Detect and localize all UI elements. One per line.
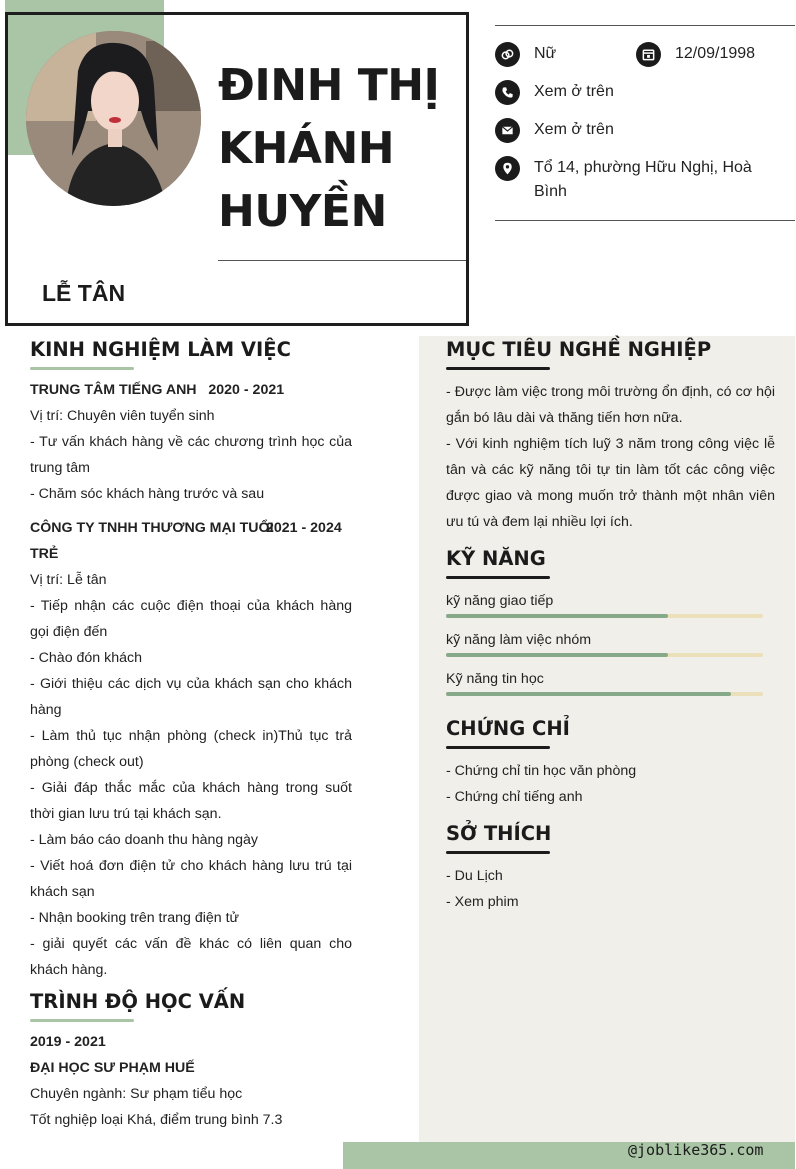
job2-position: Vị trí: Lễ tân [30,572,107,588]
skill-bar [446,653,763,657]
birthday-value: 12/09/1998 [675,45,756,62]
experience-title: KINH NGHIỆM LÀM VIỆC [30,338,291,361]
objective-body [446,379,775,535]
skills-title: KỸ NĂNG [446,547,546,570]
job1-duty: - Chăm sóc khách hàng trước và sau [30,486,265,502]
location-icon [495,156,520,181]
education-grade: Tốt nghiệp loại Khá, điểm trung bình 7.3 [30,1112,283,1128]
hobby-item: - Du Lịch [446,868,503,884]
job-title: LỄ TÂN [42,280,126,306]
skill-bar [446,614,763,618]
experience-body [30,377,352,983]
job1-company: TRUNG TÂM TIẾNG ANH [30,382,197,398]
skill-bar-fill [446,692,731,696]
name-line-2: KHÁNH [218,123,395,174]
hobbies-body [446,863,775,915]
phone-value: Xem ở trên [534,83,614,100]
job2-duty: - Nhận booking trên trang điện tử [30,910,240,926]
job2-duty: - Làm báo cáo doanh thu hàng ngày [30,832,258,848]
hobby-item: - Xem phim [446,894,519,910]
contact-email [495,118,614,143]
education-period: 2019 - 2021 [30,1034,106,1050]
education-body [30,1029,352,1133]
skill-bar-fill [446,653,668,657]
name-line-1: ĐINH THỊ [218,60,440,111]
job2-duty: - Giải đáp thắc mắc của khách hàng trong suốt thời gian lưu trú tại khách sạn. [30,780,352,822]
address-value: Tổ 14, phường Hữu Nghị, Hoà Bình [534,159,752,200]
experience-underline [30,367,134,370]
name-line-3: HUYỀN [218,186,387,237]
job1-header [30,377,352,403]
certificates-body [446,758,775,810]
contact-gender [495,42,556,67]
objective-paragraph: - Với kinh nghiệm tích luỹ 3 năm trong công việc lễ tân và các kỹ năng tôi tự tin làm tốt các công việc được giao và mong muốn trở thành một nhân viên ưu tú và đem lại nhiều lợi ích. [446,436,775,530]
contact-birthday [636,42,755,67]
certificates-title: CHỨNG CHỈ [446,717,570,740]
candidate-name [218,54,458,243]
skills-underline [446,576,550,579]
job2-header [30,515,352,567]
education-title: TRÌNH ĐỘ HỌC VẤN [30,990,246,1013]
job2-duty: - giải quyết các vấn đề khác có liên quan cho khách hàng. [30,936,352,978]
avatar-portrait [26,31,201,206]
email-value: Xem ở trên [534,121,614,138]
job2-period: 2021 - 2024 [266,520,342,536]
footer-watermark: @joblike365.com [628,1141,764,1159]
skill-bar-fill [446,614,668,618]
objective-underline [446,367,550,370]
objective-paragraph: - Được làm việc trong môi trường ổn định, có cơ hội gắn bó lâu dài và thăng tiến hơn nữa. [446,384,775,426]
job1-period: 2020 - 2021 [208,382,285,398]
contact-phone [495,80,614,105]
contact-top-divider [495,25,795,26]
job2-duty: - Tiếp nhận các cuộc điện thoại của khách hàng gọi điện đến [30,598,352,640]
avatar [26,31,201,206]
education-school: ĐẠI HỌC SƯ PHẠM HUẾ [30,1060,195,1076]
job1-duty: - Tư vấn khách hàng về các chương trình học của trung tâm [30,434,352,476]
calendar-icon [636,42,661,67]
skill-label: kỹ năng làm việc nhóm [446,632,592,648]
skill-label: kỹ năng giao tiếp [446,593,554,609]
objective-title: MỤC TIÊU NGHỀ NGHIỆP [446,338,712,361]
certificate-item: - Chứng chỉ tin học văn phòng [446,763,637,779]
certificate-item: - Chứng chỉ tiếng anh [446,789,583,805]
job2-duty: - Viết hoá đơn điện tử cho khách hàng lưu trú tại khách sạn [30,858,352,900]
name-divider [218,260,466,261]
education-underline [30,1019,134,1022]
gender-value: Nữ [534,45,557,62]
certificates-underline [446,746,550,749]
job1-position: Vị trí: Chuyên viên tuyển sinh [30,408,215,424]
job2-company-line2: TRẺ [30,546,59,562]
hobbies-underline [446,851,550,854]
education-major: Chuyên ngành: Sư phạm tiểu học [30,1086,243,1102]
skill-label: Kỹ năng tin học [446,671,544,687]
job2-duty: - Chào đón khách [30,650,142,666]
job2-company-line1: CÔNG TY TNHH THƯƠNG MẠI TUỔI [30,520,274,536]
contact-address [495,156,775,204]
mail-icon [495,118,520,143]
gender-icon [495,42,520,67]
hobbies-title: SỞ THÍCH [446,822,552,845]
job2-duty: - Làm thủ tục nhận phòng (check in)Thủ tục trả phòng (check out) [30,728,352,770]
skill-bar [446,692,763,696]
phone-icon [495,80,520,105]
job2-duty: - Giới thiệu các dịch vụ của khách sạn cho khách hàng [30,676,352,718]
contact-bottom-divider [495,220,795,221]
